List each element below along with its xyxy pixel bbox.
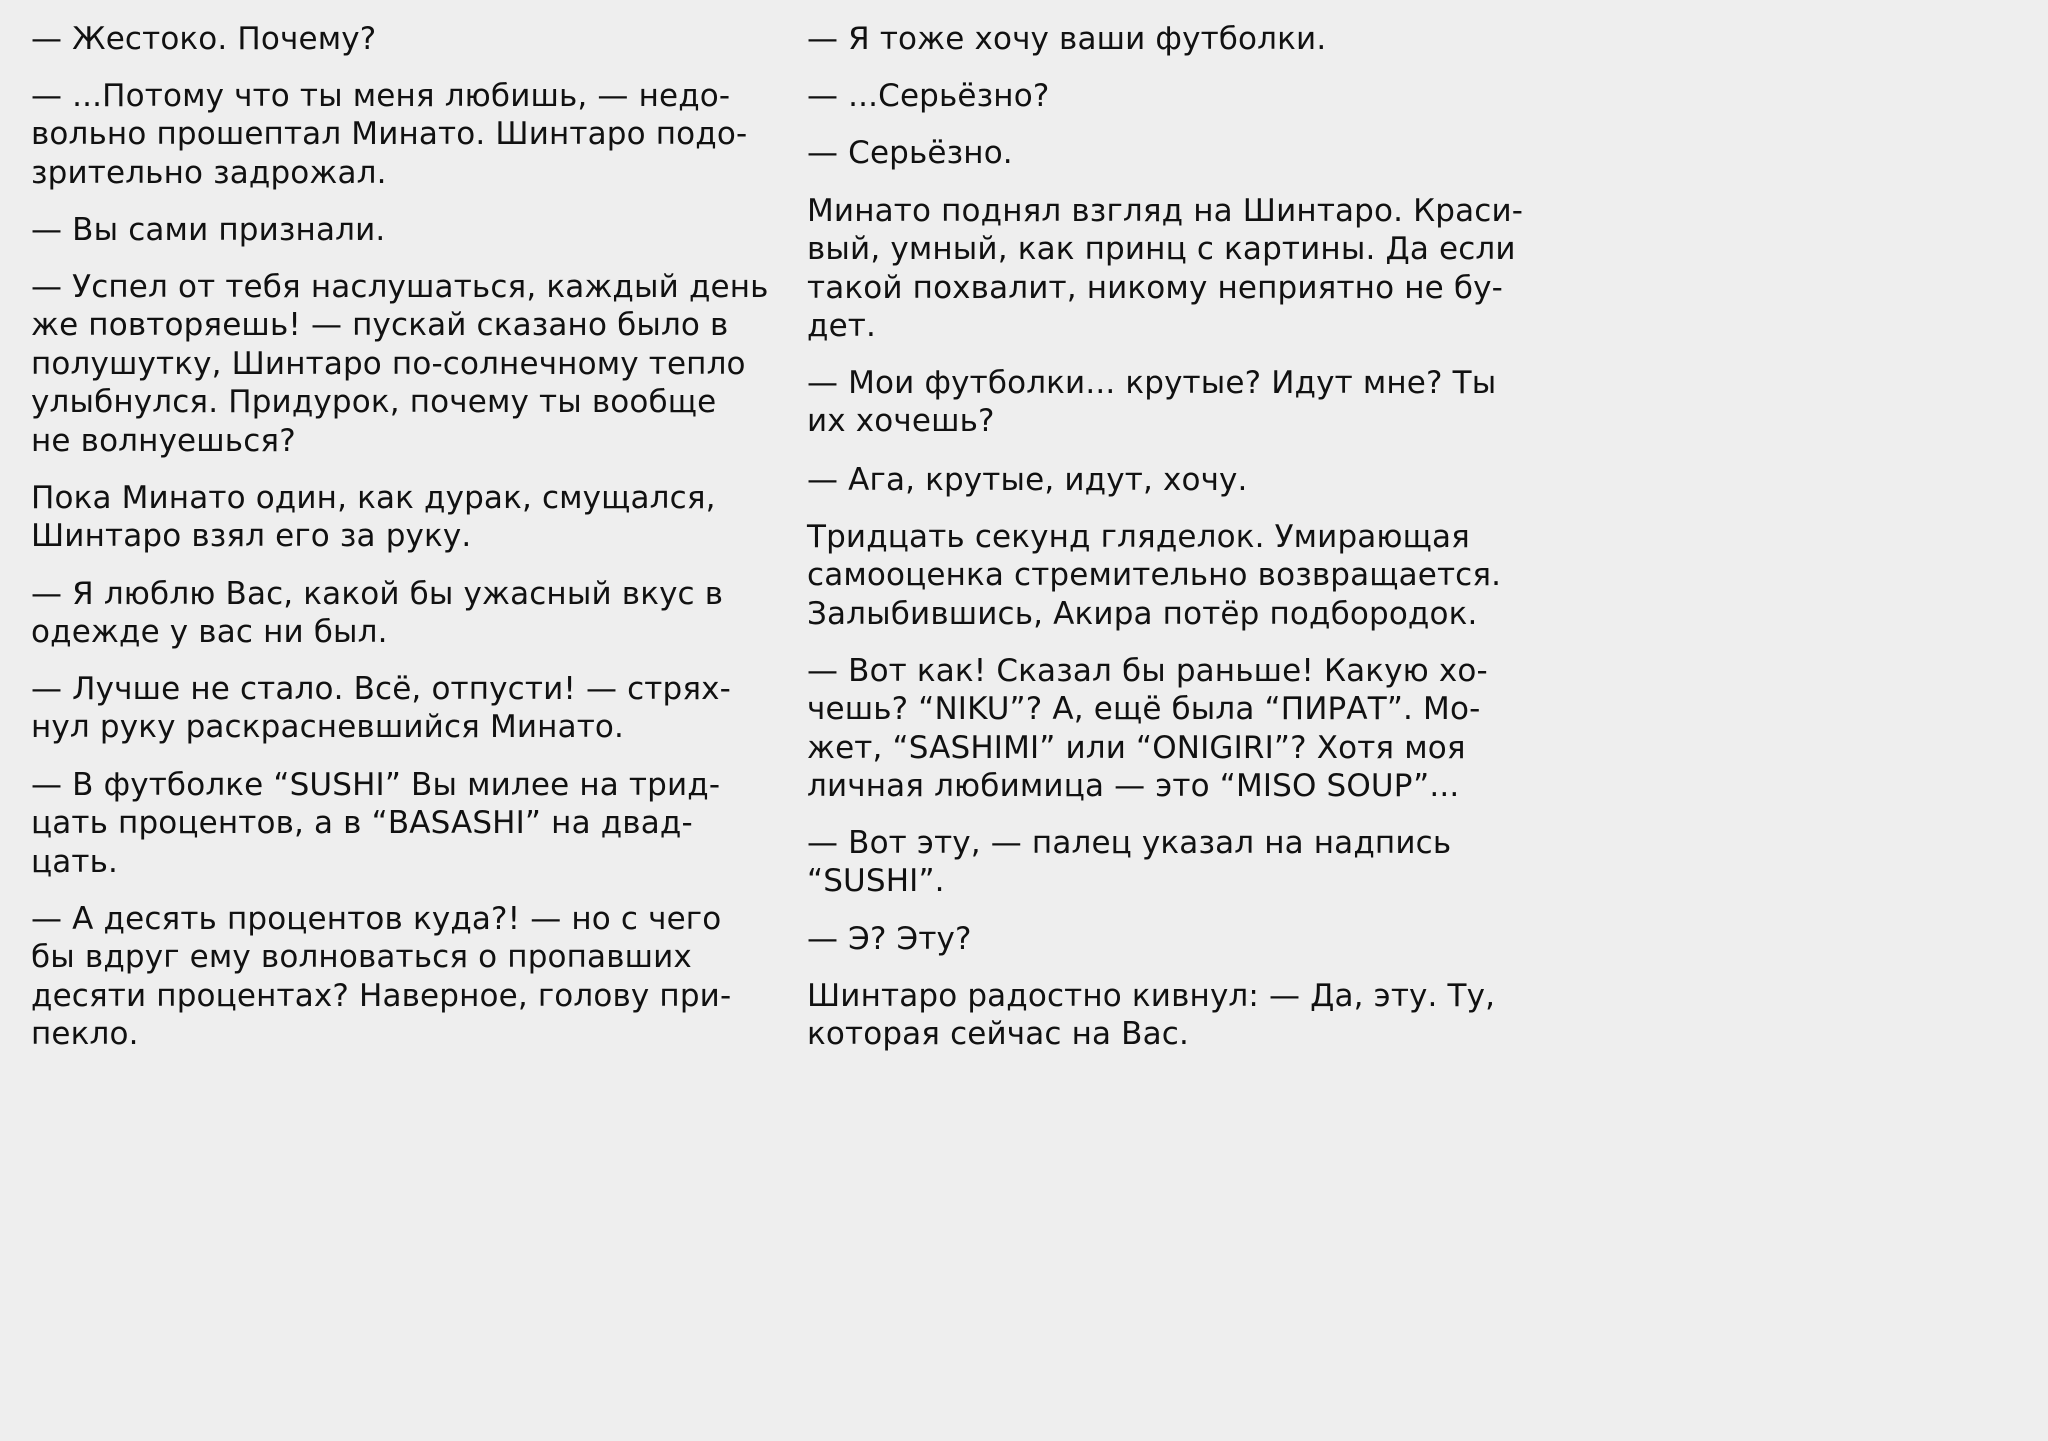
paragraph bbox=[807, 77, 1049, 115]
paragraph bbox=[31, 575, 723, 652]
paragraph bbox=[807, 192, 1523, 346]
text-line: дет. bbox=[807, 308, 877, 345]
text-line: же повторяешь! — пускай сказано было в bbox=[31, 307, 729, 344]
text-line: самооценка стремительно возвращается. bbox=[807, 557, 1502, 594]
paragraph bbox=[807, 518, 1501, 633]
text-line: не волнуешься? bbox=[31, 422, 296, 459]
text-line: — Вы сами признали. bbox=[31, 212, 386, 248]
paragraph bbox=[807, 824, 1451, 901]
text-line: вольно прошептал Минато. Шинтаро подо- bbox=[31, 116, 748, 153]
text-line: вый, умный, как принц с картины. Да если bbox=[807, 231, 1516, 268]
text-line: — В футболке “SUSHI” Вы милее на трид- bbox=[31, 767, 721, 803]
text-line: бы вдруг ему волноваться о пропавших bbox=[31, 939, 692, 976]
text-line: — А десять процентов куда?! — но с чего bbox=[31, 901, 722, 937]
text-line: зрительно задрожал. bbox=[31, 154, 387, 191]
text-line: жет, “SASHIMI” или “ONIGIRI”? Хотя моя bbox=[807, 729, 1466, 766]
paragraph bbox=[807, 461, 1248, 499]
text-line: — Э? Эту? bbox=[807, 921, 972, 957]
text-line: — Мои футболки... крутые? Идут мне? Ты bbox=[807, 365, 1497, 401]
text-line: — Я люблю Вас, какой бы ужасный вкус в bbox=[31, 576, 724, 612]
text-line: Пока Минато один, как дурак, смущался, bbox=[31, 480, 716, 516]
paragraph bbox=[807, 652, 1488, 806]
paragraph bbox=[31, 77, 747, 192]
paragraph bbox=[31, 479, 716, 556]
text-line: Тридцать секунд гляделок. Умирающая bbox=[807, 519, 1470, 555]
text-line: пекло. bbox=[31, 1016, 139, 1053]
text-line: — Жестоко. Почему? bbox=[31, 21, 377, 57]
text-line: — Серьёзно. bbox=[807, 135, 1013, 171]
text-line: — Вот как! Сказал бы раньше! Какую хо- bbox=[807, 653, 1488, 689]
text-line: — ...Серьёзно? bbox=[807, 78, 1050, 114]
text-line: одежде у вас ни был. bbox=[31, 614, 388, 651]
paragraph bbox=[31, 670, 731, 747]
text-line: их хочешь? bbox=[807, 403, 995, 440]
text-line: — Лучше не стало. Всё, отпусти! — стрях- bbox=[31, 671, 731, 707]
text-line: десяти процентах? Наверное, голову при- bbox=[31, 977, 732, 1014]
paragraph bbox=[807, 364, 1496, 441]
paragraph bbox=[31, 900, 731, 1054]
paragraph bbox=[31, 766, 720, 881]
text-line: Минато поднял взгляд на Шинтаро. Краси- bbox=[807, 193, 1524, 229]
paragraph bbox=[807, 920, 972, 958]
paragraph bbox=[807, 134, 1013, 172]
text-line: Шинтаро радостно кивнул: — Да, эту. Ту, bbox=[807, 978, 1496, 1014]
text-line: — Я тоже хочу ваши футболки. bbox=[807, 21, 1327, 57]
text-line: чешь? “NIKU”? А, ещё была “ПИРАТ”. Мо- bbox=[807, 691, 1481, 728]
text-line: цать процентов, а в “BASASHI” на двад- bbox=[31, 805, 693, 842]
text-line: цать. bbox=[31, 843, 119, 880]
text-line: личная любимица — это “MISO SOUP”... bbox=[807, 768, 1460, 805]
paragraph bbox=[31, 268, 769, 460]
text-line: такой похвалит, никому неприятно не бу- bbox=[807, 269, 1503, 306]
text-line: “SUSHI”. bbox=[807, 863, 945, 900]
paragraph bbox=[31, 211, 385, 249]
text-line: — Вот эту, — палец указал на надпись bbox=[807, 825, 1452, 861]
paragraph bbox=[807, 977, 1495, 1054]
text-line: — ...Потому что ты меня любишь, — недо- bbox=[31, 78, 731, 114]
text-line: Шинтаро взял его за руку. bbox=[31, 518, 472, 555]
text-line: Залыбившись, Акира потёр подбородок. bbox=[807, 595, 1478, 632]
paragraph bbox=[807, 20, 1326, 58]
text-line: нул руку раскрасневшийся Минато. bbox=[31, 709, 625, 746]
text-line: которая сейчас на Вас. bbox=[807, 1016, 1189, 1053]
paragraph bbox=[31, 20, 376, 58]
text-line: — Успел от тебя наслушаться, каждый день bbox=[31, 269, 769, 305]
text-line: — Ага, крутые, идут, хочу. bbox=[807, 462, 1248, 498]
text-line: улыбнулся. Придурок, почему ты вообще bbox=[31, 384, 717, 421]
text-line: полушутку, Шинтаро по-солнечному тепло bbox=[31, 345, 746, 382]
